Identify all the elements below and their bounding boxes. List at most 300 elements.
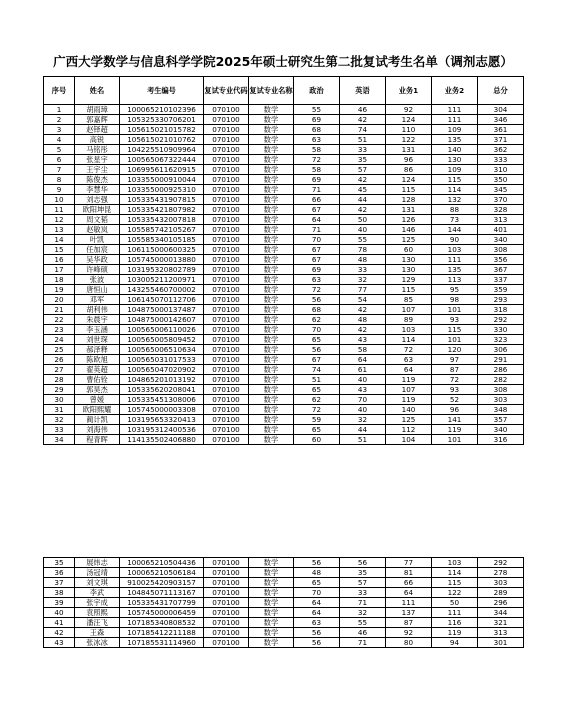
cell-total: 292 — [478, 315, 524, 325]
cell-major-name: 数学 — [249, 155, 294, 165]
cell-total: 323 — [478, 335, 524, 345]
cell-total: 306 — [478, 345, 524, 355]
cell-subject2: 113 — [432, 275, 478, 285]
cell-subject2: 119 — [432, 628, 478, 638]
cell-exam-id: 100065210102396 — [120, 105, 204, 115]
cell-name: 马铭彤 — [75, 145, 120, 155]
table-row — [44, 185, 524, 195]
cell-subject2: 115 — [432, 175, 478, 185]
cell-major-name: 数学 — [249, 265, 294, 275]
cell-english: 55 — [340, 618, 386, 628]
cell-politics: 67 — [294, 355, 340, 365]
cell-major-code: 070100 — [204, 355, 249, 365]
cell-major-name: 数学 — [249, 618, 294, 628]
header-name: 姓名 — [75, 77, 120, 105]
cell-subject2: 88 — [432, 205, 478, 215]
table-row — [44, 435, 524, 445]
cell-subject1: 124 — [386, 175, 432, 185]
cell-exam-id: 103195653320413 — [120, 415, 204, 425]
cell-index: 42 — [44, 628, 75, 638]
cell-total: 346 — [478, 115, 524, 125]
cell-major-name: 数学 — [249, 205, 294, 215]
cell-major-code: 070100 — [204, 415, 249, 425]
cell-index: 33 — [44, 425, 75, 435]
cell-index: 10 — [44, 195, 75, 205]
cell-total: 293 — [478, 295, 524, 305]
cell-subject1: 111 — [386, 598, 432, 608]
cell-total: 359 — [478, 285, 524, 295]
cell-major-name: 数学 — [249, 578, 294, 588]
cell-major-name: 数学 — [249, 355, 294, 365]
cell-politics: 67 — [294, 245, 340, 255]
table-header-row — [44, 77, 524, 105]
cell-name: 张波 — [75, 275, 120, 285]
table-row — [44, 415, 524, 425]
cell-major-name: 数学 — [249, 245, 294, 255]
cell-exam-id: 100565005809452 — [120, 335, 204, 345]
cell-name: 袁照熙 — [75, 608, 120, 618]
cell-subject1: 119 — [386, 375, 432, 385]
cell-major-code: 070100 — [204, 325, 249, 335]
cell-exam-id: 107185340808532 — [120, 618, 204, 628]
cell-subject1: 110 — [386, 125, 432, 135]
cell-index: 30 — [44, 395, 75, 405]
cell-english: 33 — [340, 145, 386, 155]
cell-major-code: 070100 — [204, 155, 249, 165]
cell-english: 51 — [340, 435, 386, 445]
cell-politics: 65 — [294, 335, 340, 345]
table-row — [44, 425, 524, 435]
cell-subject1: 130 — [386, 265, 432, 275]
cell-index: 27 — [44, 365, 75, 375]
cell-subject1: 131 — [386, 205, 432, 215]
cell-english: 57 — [340, 165, 386, 175]
cell-major-name: 数学 — [249, 185, 294, 195]
cell-subject1: 119 — [386, 395, 432, 405]
cell-exam-id: 100565047020902 — [120, 365, 204, 375]
cell-subject1: 125 — [386, 415, 432, 425]
cell-index: 17 — [44, 265, 75, 275]
cell-name: 王森 — [75, 628, 120, 638]
cell-subject2: 115 — [432, 325, 478, 335]
cell-subject2: 103 — [432, 558, 478, 568]
cell-major-code: 070100 — [204, 345, 249, 355]
cell-english: 32 — [340, 415, 386, 425]
cell-name: 欧阳坤昆 — [75, 205, 120, 215]
cell-major-code: 070100 — [204, 215, 249, 225]
header-exam-id: 考生编号 — [120, 77, 204, 105]
cell-subject1: 107 — [386, 305, 432, 315]
cell-politics: 56 — [294, 638, 340, 648]
cell-name: 陈欧旭 — [75, 355, 120, 365]
cell-exam-id: 100565031017533 — [120, 355, 204, 365]
cell-english: 58 — [340, 345, 386, 355]
header-index: 序号 — [44, 77, 75, 105]
table-row — [44, 205, 524, 215]
cell-major-name: 数学 — [249, 325, 294, 335]
cell-exam-id: 105335451308006 — [120, 395, 204, 405]
table-row — [44, 275, 524, 285]
cell-total: 357 — [478, 415, 524, 425]
cell-subject2: 114 — [432, 185, 478, 195]
cell-subject2: 101 — [432, 335, 478, 345]
cell-subject1: 63 — [386, 355, 432, 365]
cell-exam-id: 105745000013880 — [120, 255, 204, 265]
cell-total: 286 — [478, 365, 524, 375]
cell-major-name: 数学 — [249, 365, 294, 375]
cell-politics: 55 — [294, 105, 340, 115]
cell-index: 19 — [44, 285, 75, 295]
cell-subject2: 72 — [432, 375, 478, 385]
cell-english: 71 — [340, 598, 386, 608]
cell-subject2: 90 — [432, 235, 478, 245]
cell-name: 刘志强 — [75, 195, 120, 205]
cell-name: 周文韬 — [75, 215, 120, 225]
cell-major-name: 数学 — [249, 608, 294, 618]
table-row — [44, 568, 524, 578]
page-title: 广西大学数学与信息科学学院2025年硕士研究生第二批复试考生名单（调剂志愿） — [53, 54, 513, 69]
cell-politics: 71 — [294, 225, 340, 235]
cell-total: 340 — [478, 425, 524, 435]
cell-major-name: 数学 — [249, 255, 294, 265]
cell-subject2: 87 — [432, 365, 478, 375]
cell-major-code: 070100 — [204, 588, 249, 598]
cell-english: 54 — [340, 295, 386, 305]
cell-major-name: 数学 — [249, 558, 294, 568]
cell-major-name: 数学 — [249, 305, 294, 315]
cell-index: 3 — [44, 125, 75, 135]
cell-exam-id: 107185531114960 — [120, 638, 204, 648]
cell-major-code: 070100 — [204, 165, 249, 175]
cell-politics: 64 — [294, 608, 340, 618]
cell-major-name: 数学 — [249, 385, 294, 395]
cell-major-name: 数学 — [249, 345, 294, 355]
cell-total: 350 — [478, 175, 524, 185]
table-row — [44, 405, 524, 415]
cell-subject2: 93 — [432, 315, 478, 325]
cell-name: 张星宇 — [75, 155, 120, 165]
cell-major-code: 070100 — [204, 245, 249, 255]
cell-exam-id: 105745000003308 — [120, 405, 204, 415]
cell-major-name: 数学 — [249, 285, 294, 295]
cell-subject2: 135 — [432, 135, 478, 145]
cell-subject2: 111 — [432, 608, 478, 618]
cell-english: 35 — [340, 568, 386, 578]
cell-name: 赵铎超 — [75, 125, 120, 135]
cell-index: 9 — [44, 185, 75, 195]
cell-subject2: 130 — [432, 155, 478, 165]
cell-subject2: 122 — [432, 588, 478, 598]
cell-major-name: 数学 — [249, 598, 294, 608]
cell-total: 313 — [478, 215, 524, 225]
table-row — [44, 155, 524, 165]
cell-subject2: 98 — [432, 295, 478, 305]
cell-subject2: 141 — [432, 415, 478, 425]
cell-total: 304 — [478, 105, 524, 115]
table-row — [44, 325, 524, 335]
cell-subject2: 94 — [432, 638, 478, 648]
cell-subject1: 87 — [386, 618, 432, 628]
cell-english: 48 — [340, 255, 386, 265]
cell-total: 328 — [478, 205, 524, 215]
cell-major-code: 070100 — [204, 235, 249, 245]
cell-total: 308 — [478, 245, 524, 255]
table-row — [44, 558, 524, 568]
table-row — [44, 375, 524, 385]
table-row — [44, 145, 524, 155]
cell-subject2: 97 — [432, 355, 478, 365]
table-row — [44, 588, 524, 598]
cell-total: 401 — [478, 225, 524, 235]
cell-exam-id: 105335620208041 — [120, 385, 204, 395]
cell-exam-id: 106995611620915 — [120, 165, 204, 175]
cell-name: 蔺计凯 — [75, 415, 120, 425]
table-row — [44, 285, 524, 295]
cell-total: 340 — [478, 235, 524, 245]
cell-subject2: 114 — [432, 568, 478, 578]
table-row — [44, 115, 524, 125]
cell-exam-id: 106115000600325 — [120, 245, 204, 255]
cell-major-name: 数学 — [249, 225, 294, 235]
cell-politics: 68 — [294, 125, 340, 135]
header-major-code: 复试专业代码 — [204, 77, 249, 105]
cell-index: 40 — [44, 608, 75, 618]
cell-subject1: 104 — [386, 435, 432, 445]
cell-subject2: 116 — [432, 618, 478, 628]
table-row — [44, 315, 524, 325]
cell-exam-id: 103355000910044 — [120, 175, 204, 185]
cell-total: 282 — [478, 375, 524, 385]
cell-total: 371 — [478, 135, 524, 145]
cell-name: 刘文琪 — [75, 578, 120, 588]
cell-major-name: 数学 — [249, 275, 294, 285]
cell-major-name: 数学 — [249, 135, 294, 145]
cell-politics: 72 — [294, 155, 340, 165]
cell-subject1: 122 — [386, 135, 432, 145]
cell-total: 296 — [478, 598, 524, 608]
header-subject1: 业务1 — [386, 77, 432, 105]
cell-english: 42 — [340, 115, 386, 125]
cell-politics: 60 — [294, 435, 340, 445]
cell-subject2: 109 — [432, 165, 478, 175]
cell-subject2: 101 — [432, 435, 478, 445]
cell-major-code: 070100 — [204, 305, 249, 315]
cell-subject1: 128 — [386, 195, 432, 205]
cell-total: 318 — [478, 305, 524, 315]
cell-major-name: 数学 — [249, 165, 294, 175]
cell-major-code: 070100 — [204, 365, 249, 375]
cell-subject1: 115 — [386, 185, 432, 195]
table-row — [44, 135, 524, 145]
cell-major-code: 070100 — [204, 628, 249, 638]
cell-index: 2 — [44, 115, 75, 125]
cell-major-code: 070100 — [204, 608, 249, 618]
cell-name: 郭昊杰 — [75, 385, 120, 395]
cell-name: 邓军 — [75, 295, 120, 305]
cell-total: 310 — [478, 165, 524, 175]
cell-english: 48 — [340, 315, 386, 325]
cell-exam-id: 104225510909964 — [120, 145, 204, 155]
cell-english: 33 — [340, 588, 386, 598]
cell-index: 43 — [44, 638, 75, 648]
cell-english: 44 — [340, 195, 386, 205]
cell-subject1: 137 — [386, 608, 432, 618]
cell-subject2: 101 — [432, 305, 478, 315]
cell-english: 44 — [340, 425, 386, 435]
cell-name: 许峰硕 — [75, 265, 120, 275]
cell-subject1: 86 — [386, 165, 432, 175]
cell-name: 刘海伟 — [75, 425, 120, 435]
cell-politics: 59 — [294, 415, 340, 425]
cell-total: 333 — [478, 155, 524, 165]
cell-index: 20 — [44, 295, 75, 305]
cell-subject2: 135 — [432, 265, 478, 275]
cell-exam-id: 103195312400536 — [120, 425, 204, 435]
cell-major-name: 数学 — [249, 405, 294, 415]
cell-english: 43 — [340, 335, 386, 345]
cell-english: 55 — [340, 235, 386, 245]
cell-english: 56 — [340, 558, 386, 568]
cell-index: 31 — [44, 405, 75, 415]
cell-politics: 56 — [294, 558, 340, 568]
cell-subject1: 112 — [386, 425, 432, 435]
table-row — [44, 305, 524, 315]
cell-major-name: 数学 — [249, 315, 294, 325]
cell-politics: 67 — [294, 255, 340, 265]
cell-name: 潘汪飞 — [75, 618, 120, 628]
cell-index: 29 — [44, 385, 75, 395]
cell-politics: 71 — [294, 185, 340, 195]
cell-english: 74 — [340, 125, 386, 135]
cell-subject2: 111 — [432, 255, 478, 265]
cell-index: 24 — [44, 335, 75, 345]
cell-english: 71 — [340, 638, 386, 648]
cell-major-code: 070100 — [204, 598, 249, 608]
cell-exam-id: 100065210506184 — [120, 568, 204, 578]
cell-total: 337 — [478, 275, 524, 285]
table-row — [44, 618, 524, 628]
cell-index: 28 — [44, 375, 75, 385]
cell-exam-id: 105585340105185 — [120, 235, 204, 245]
cell-total: 303 — [478, 395, 524, 405]
table-row — [44, 175, 524, 185]
cell-exam-id: 105585742105267 — [120, 225, 204, 235]
cell-name: 叶凯 — [75, 235, 120, 245]
cell-exam-id: 105335432007818 — [120, 215, 204, 225]
cell-major-code: 070100 — [204, 115, 249, 125]
cell-subject1: 64 — [386, 365, 432, 375]
cell-exam-id: 100065210504436 — [120, 558, 204, 568]
cell-exam-id: 104865201013192 — [120, 375, 204, 385]
table-row — [44, 225, 524, 235]
table-row — [44, 165, 524, 175]
cell-index: 1 — [44, 105, 75, 115]
cell-subject1: 72 — [386, 345, 432, 355]
header-subject2: 业务2 — [432, 77, 478, 105]
cell-politics: 74 — [294, 365, 340, 375]
cell-politics: 68 — [294, 305, 340, 315]
cell-subject2: 111 — [432, 115, 478, 125]
cell-english: 42 — [340, 305, 386, 315]
cell-name: 刘世琛 — [75, 335, 120, 345]
cell-index: 11 — [44, 205, 75, 215]
cell-subject2: 119 — [432, 425, 478, 435]
cell-politics: 64 — [294, 215, 340, 225]
cell-exam-id: 104845071113167 — [120, 588, 204, 598]
cell-total: 348 — [478, 405, 524, 415]
cell-major-code: 070100 — [204, 175, 249, 185]
cell-major-name: 数学 — [249, 235, 294, 245]
cell-major-code: 070100 — [204, 568, 249, 578]
cell-politics: 62 — [294, 315, 340, 325]
cell-index: 13 — [44, 225, 75, 235]
cell-exam-id: 106145070112706 — [120, 295, 204, 305]
header-total: 总分 — [478, 77, 524, 105]
cell-exam-id: 100565006510634 — [120, 345, 204, 355]
cell-major-code: 070100 — [204, 405, 249, 415]
cell-total: 344 — [478, 608, 524, 618]
cell-index: 12 — [44, 215, 75, 225]
cell-index: 39 — [44, 598, 75, 608]
cell-major-name: 数学 — [249, 415, 294, 425]
cell-major-name: 数学 — [249, 105, 294, 115]
cell-subject1: 140 — [386, 405, 432, 415]
header-english: 英语 — [340, 77, 386, 105]
cell-major-name: 数学 — [249, 335, 294, 345]
cell-total: 308 — [478, 385, 524, 395]
cell-total: 362 — [478, 145, 524, 155]
cell-total: 292 — [478, 558, 524, 568]
cell-index: 5 — [44, 145, 75, 155]
cell-index: 6 — [44, 155, 75, 165]
cell-name: 展炜志 — [75, 558, 120, 568]
cell-major-code: 070100 — [204, 375, 249, 385]
cell-total: 289 — [478, 588, 524, 598]
cell-major-code: 070100 — [204, 145, 249, 155]
cell-total: 301 — [478, 638, 524, 648]
cell-subject1: 66 — [386, 578, 432, 588]
cell-exam-id: 114135502406880 — [120, 435, 204, 445]
cell-index: 23 — [44, 325, 75, 335]
cell-name: 唐恒山 — [75, 285, 120, 295]
table-row — [44, 215, 524, 225]
cell-major-name: 数学 — [249, 628, 294, 638]
cell-subject1: 80 — [386, 638, 432, 648]
cell-exam-id: 105615021010762 — [120, 135, 204, 145]
cell-major-code: 070100 — [204, 205, 249, 215]
cell-major-code: 070100 — [204, 195, 249, 205]
cell-exam-id: 105335421807982 — [120, 205, 204, 215]
cell-exam-id: 103195320802789 — [120, 265, 204, 275]
cell-major-name: 数学 — [249, 435, 294, 445]
cell-total: 291 — [478, 355, 524, 365]
table-row — [44, 245, 524, 255]
cell-exam-id: 143255460700002 — [120, 285, 204, 295]
header-politics: 政治 — [294, 77, 340, 105]
cell-politics: 65 — [294, 385, 340, 395]
cell-name: 李玉涵 — [75, 325, 120, 335]
cell-politics: 69 — [294, 175, 340, 185]
cell-english: 33 — [340, 265, 386, 275]
cell-exam-id: 104875000137487 — [120, 305, 204, 315]
cell-politics: 51 — [294, 375, 340, 385]
cell-index: 25 — [44, 345, 75, 355]
cell-english: 40 — [340, 225, 386, 235]
cell-english: 64 — [340, 355, 386, 365]
cell-index: 14 — [44, 235, 75, 245]
cell-politics: 63 — [294, 135, 340, 145]
cell-major-code: 070100 — [204, 385, 249, 395]
